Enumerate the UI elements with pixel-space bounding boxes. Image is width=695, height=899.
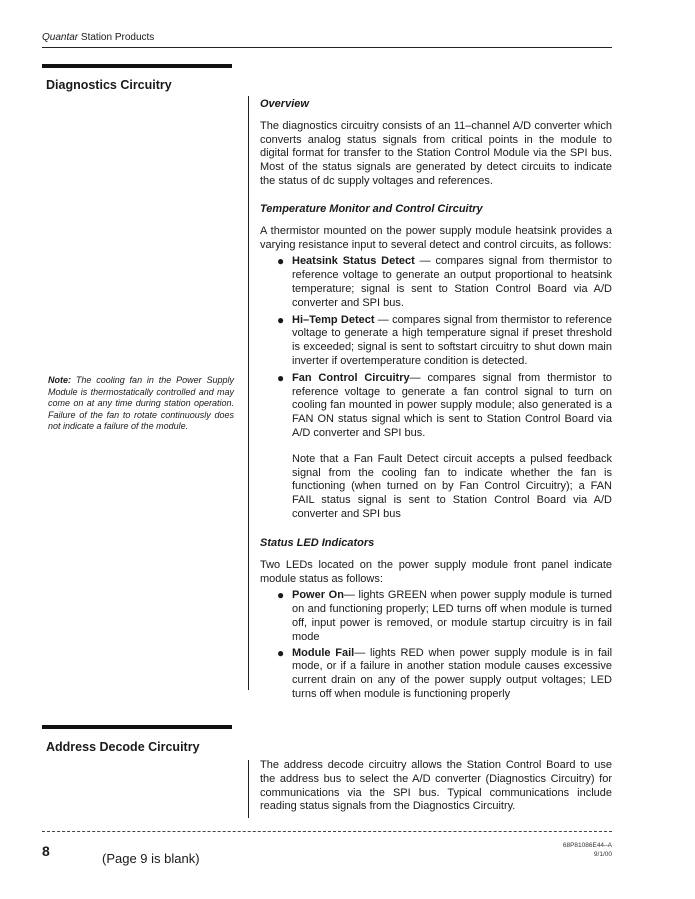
overview-heading: Overview: [260, 98, 309, 110]
status-led-intro: Two LEDs located on the power supply module front panel indicate module status as follows:: [260, 558, 612, 585]
document-number: 68P81086E44–A: [562, 842, 612, 849]
status-led-list: [260, 589, 612, 701]
page-number: 8: [42, 843, 50, 859]
list-item-term: Hi–Temp Detect: [292, 313, 375, 326]
list-item: [260, 647, 612, 702]
list-item-term: Module Fail: [292, 646, 355, 659]
blank-page-note: (Page 9 is blank): [102, 851, 200, 866]
address-section: [260, 759, 612, 814]
list-item: [260, 255, 612, 310]
list-item-text: — lights RED when power supply module is in fail mode, or if a failure in another station module causes excessive current drain on any of the power supply output voltages; LED turns off when module is functioning properly: [292, 646, 613, 700]
running-header: [42, 32, 154, 43]
footer-rule: [42, 831, 612, 832]
bullet-icon: ●: [277, 645, 285, 660]
fan-fault-note: Note that a Fan Fault Detect circuit accepts a pulsed feedback signal from the cooling fan to indicate whether the fan is functioning (when turned on by Fan Control Circuitry); a FAN FAIL status signal is sent to Station Control Board via A/D converter and SPI bus: [292, 452, 612, 520]
list-item-term: Heatsink Status Detect: [292, 255, 415, 268]
document-id: [520, 841, 612, 859]
status-led-heading: Status LED Indicators: [260, 537, 375, 549]
status-led-section: [260, 537, 612, 702]
sidenote-text: The cooling fan in the Power Supply Module is thermostatically controlled and may come on at any time during station operation. Failure of the fan to rotate continuously does not indicate a failure of the module.: [48, 375, 234, 431]
list-item-text: — compares signal from thermistor to reference voltage to generate a high temperature signal if preset threshold is exceeded; signal is sent to softstart circuitry to shut down main inverter if overtemperature condition is detected.: [292, 313, 612, 367]
section-title-diagnostics: Diagnostics Circuitry: [46, 78, 172, 92]
list-item-text: — compares signal from thermistor to reference voltage to generate an output proportional to heatsink temperature; signal is sent to Station Control Board via A/D converter and SPI bus.: [292, 255, 612, 309]
temperature-section: [260, 203, 612, 522]
column-rule-diagnostics: [248, 96, 249, 690]
sidenote-label: Note:: [48, 375, 71, 385]
header-brand: Quantar: [42, 32, 79, 43]
list-item: [260, 314, 612, 369]
section-bar-address: [42, 725, 232, 729]
fan-sidenote: [48, 375, 234, 433]
section-title-address: Address Decode Circuitry: [46, 740, 200, 754]
bullet-icon: ●: [277, 254, 285, 269]
list-item-term: Power On: [292, 589, 344, 602]
overview-paragraph: The diagnostics circuitry consists of an 11–channel A/D converter which converts analog status signals from critical points in the module to digital format for transfer to the Station Control Module via the SPI bus. Most of the status signals are generated by detect circuits to indicate the status of dc supply voltages and references.: [260, 119, 612, 187]
bullet-icon: ●: [277, 370, 285, 385]
list-item-text: — compares signal from thermistor to reference voltage to generate a fan control signal to turn on cooling fan mounted in power supply module; also generated is a FAN ON status signal which is sent to Station Control Board via A/D converter and SPI bus.: [292, 371, 612, 439]
list-item: [260, 372, 612, 441]
bullet-icon: ●: [277, 588, 285, 603]
overview-section: [260, 98, 612, 189]
bullet-icon: ●: [277, 312, 285, 327]
column-rule-address: [248, 760, 249, 818]
temperature-intro: A thermistor mounted on the power supply module heatsink provides a varying resistance input to several detect and control circuits, as follows:: [260, 224, 612, 251]
list-item-term: Fan Control Circuitry: [292, 371, 410, 384]
document-date: 9/1/00: [593, 851, 612, 858]
address-paragraph: The address decode circuitry allows the Station Control Board to use the address bus to select the A/D converter (Diagnostics Circuitry) for communications via the SPI bus. Typical communications include reading status signals from the Diagnostics Circuitry.: [260, 759, 612, 813]
section-bar-diagnostics: [42, 64, 232, 68]
header-title: Station Products: [78, 32, 155, 43]
temperature-list: [260, 255, 612, 440]
list-item: [260, 589, 612, 644]
header-rule: [42, 47, 612, 48]
list-item-text: — lights GREEN when power supply module is turned on and functioning properly; LED turns off when module is turned off, input power is removed, or module startup circuitry is in fail mode: [292, 589, 613, 643]
temperature-heading: Temperature Monitor and Control Circuitry: [260, 203, 483, 215]
